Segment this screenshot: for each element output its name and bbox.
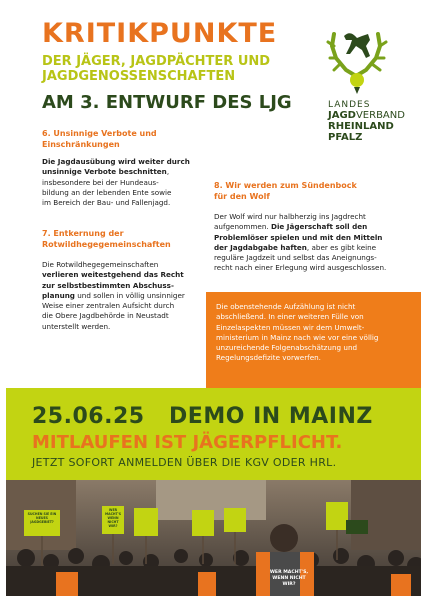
point-8-line-4: der Jagdabgabe haften, aber es gibt keine bbox=[214, 242, 377, 252]
notice-line-4: ministerium in Mainz nach wie vor eine völlig bbox=[216, 332, 379, 342]
protest-sign-hunting-area: SUCHEN SIE EIN NEUES JAGDGEBIET? bbox=[27, 512, 57, 524]
notice-line-5: unzureichende Folgenabschätzung und bbox=[216, 343, 358, 353]
vest-slogan-line-2: WENN NICHT WIR? bbox=[272, 576, 306, 587]
subtitle-line-2: JAGDGENOSSENSCHAFTEN bbox=[42, 69, 236, 84]
point-8-line-3: Problemlöser spielen und mit den Mitteln bbox=[214, 232, 383, 242]
page-title: KRITIKPUNKTE bbox=[42, 18, 278, 49]
point-8-line-1: Der Wolf wird nur halbherzig ins Jagdrecht bbox=[214, 212, 366, 221]
subtitle bbox=[42, 54, 302, 84]
crowd-illustration bbox=[6, 480, 421, 596]
point-6-text bbox=[42, 157, 212, 208]
ljv-logo bbox=[318, 24, 408, 164]
draft-heading: AM 3. ENTWURF DES LJG bbox=[42, 92, 292, 113]
point-7-line-2: verlieren weitestgehend das Recht bbox=[42, 270, 184, 280]
demo-date: 25.06.25 bbox=[32, 404, 145, 429]
point-8-title bbox=[214, 180, 357, 202]
demo-band bbox=[6, 388, 421, 480]
point-7-line-4: planung und sollen in völlig unsinniger bbox=[42, 290, 185, 300]
notice-line-1: Die obenstehende Aufzählung ist nicht bbox=[216, 302, 356, 311]
point-7-title-line-2: Rotwildhegegemeinschaften bbox=[42, 240, 171, 249]
point-7-title bbox=[42, 228, 171, 250]
point-8-line-6: recht nach einer Erlegung wird ausgeschlossen. bbox=[214, 263, 387, 273]
logo-line-3: RHEINLAND bbox=[328, 121, 394, 132]
point-6-title-line-2: Einschränkungen bbox=[42, 140, 120, 149]
notice-box bbox=[206, 292, 421, 388]
antler-horse-emblem-icon bbox=[326, 24, 388, 94]
point-7-title-line-1: 7. Entkernung der bbox=[42, 229, 124, 238]
point-8-title-line-2: für den Wolf bbox=[214, 192, 270, 201]
point-7-line-7: unterstellt werden. bbox=[42, 321, 111, 331]
poster bbox=[6, 4, 421, 596]
point-6-line-5: im Bereich der Bau- und Fallenjagd. bbox=[42, 198, 171, 208]
point-7-line-3: zur selbstbestimmten Abschuss- bbox=[42, 280, 174, 290]
logo-line-2-thin: VERBAND bbox=[355, 110, 405, 121]
protest-sign: WER MACHT'S WENN NICHT WIR? bbox=[104, 508, 122, 528]
subtitle-line-1: DER JÄGER, JAGDPÄCHTER UND bbox=[42, 54, 271, 69]
point-6-line-3: insbesondere bei der Hundeaus- bbox=[42, 177, 159, 187]
logo-text bbox=[328, 100, 405, 143]
notice-line-2: abschließend. In einer weiteren Fülle von bbox=[216, 312, 364, 322]
logo-line-2 bbox=[328, 110, 405, 121]
point-6-line-2: unsinnige Verbote beschnitten, bbox=[42, 167, 170, 177]
point-7-line-6: die Obere Jagdbehörde in Neustadt bbox=[42, 311, 169, 321]
demo-crowd-photo bbox=[6, 480, 421, 596]
point-6-title bbox=[42, 128, 157, 150]
point-6-line-1: Die Jagdausübung wird weiter durch bbox=[42, 157, 190, 166]
vest-slogan-line-1: WER MACHT'S, bbox=[269, 570, 309, 575]
point-7-line-1: Die Rotwildhegegemeinschaften bbox=[42, 260, 159, 269]
demo-heading bbox=[32, 404, 373, 429]
point-6-title-line-1: 6. Unsinnige Verbote und bbox=[42, 129, 157, 138]
logo-line-2-bold: JAGD bbox=[328, 110, 356, 121]
notice-line-6: Regelungsdefizite vorwerfen. bbox=[216, 353, 321, 363]
vest-slogan bbox=[268, 570, 310, 588]
point-8-text bbox=[214, 212, 414, 274]
point-8-title-line-1: 8. Wir werden zum Sündenbock bbox=[214, 181, 357, 190]
logo-line-1: LANDES bbox=[328, 100, 371, 110]
demo-slogan: MITLAUFEN IST JÄGERPFLICHT. bbox=[32, 432, 343, 453]
demo-cta: JETZT SOFORT ANMELDEN ÜBER DIE KGV ODER HRL. bbox=[32, 456, 337, 469]
point-8-line-2: aufgenommen. Die Jägerschaft soll den bbox=[214, 222, 368, 232]
point-7-line-5: Weise einer zentralen Aufsicht durch bbox=[42, 301, 175, 311]
logo-line-4: PFALZ bbox=[328, 132, 363, 143]
point-7-text bbox=[42, 260, 212, 332]
point-8-line-5: reguläre Jagdzeit und selbst das Aneignungs- bbox=[214, 253, 377, 263]
point-6-line-4: bildung an der lebenden Ente sowie bbox=[42, 187, 172, 197]
demo-event: DEMO IN MAINZ bbox=[169, 404, 373, 429]
notice-line-3: Einzelaspekten müssen wir dem Umwelt- bbox=[216, 322, 365, 332]
